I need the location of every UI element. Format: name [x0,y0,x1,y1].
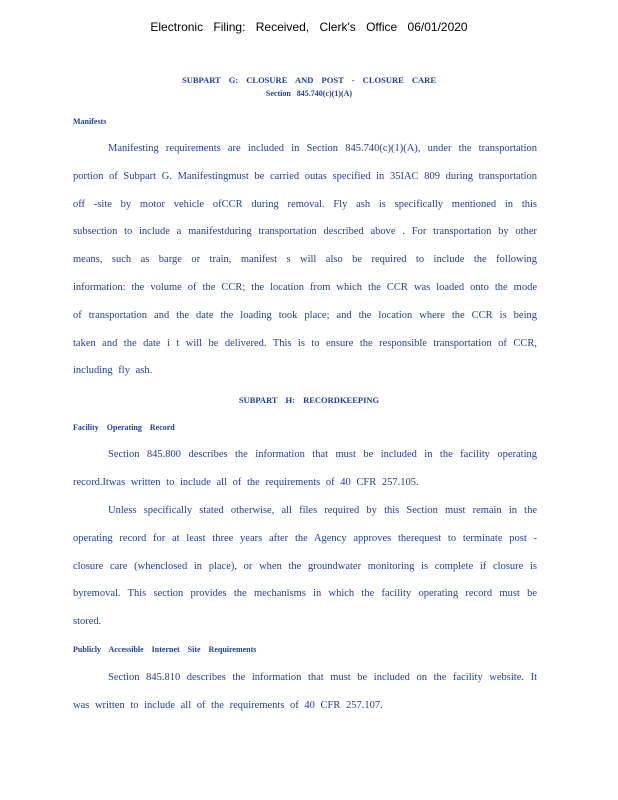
facility-record-paragraph-2: Unless specifically stated otherwise, all files required by this Section must remain in the operating record for at least three years after the Agency approves therequest to terminate post - closure care (whenclosed in place), or when the groundwater monitoring is complete if closure is byremoval. This section provides the mechanisms in which the facility operating record must be stored. [73,505,537,628]
facility-record-paragraph-1: Section 845.800 describes the information that must be included in the facility operating record.Itwas written to include all of the requirements of 40 CFR 257.105. [73,449,537,488]
website-paragraph: Section 845.810 describes the information that must be included on the facility website. It was written to include all of the requirements of 40 CFR 257.107. [73,672,537,711]
website-heading: Publicly Accessible Internet Site Requirements [73,645,257,654]
subpart-g-section: Section 845.740(c)(1)(A) [265,89,353,98]
facility-record-heading: Facility Operating Record [73,423,175,432]
filing-header: Electronic Filing: Received, Clerk's Office 06/01/2020 [150,20,468,34]
manifests-paragraph: Manifesting requirements are included in Section 845.740(c)(1)(A), under the transportation portion of Subpart G. Manifestingmust be carried outas specified in 35IAC 809 during transportation off -site by motor vehicle ofCCR during removal. Fly ash is specifically mentioned in this subsection to include a manifestduring transportation described above . For transportation by other means, such as barge or train, manifest s will also be required to include the following information: the volume of the CCR; the location from which the CCR was loaded onto the mode of transportation and the date the loading took place; and the location where the CCR is being taken and the date i t will be delivered. This is to ensure the responsible transportation of CCR, including fly ash. [73,143,537,377]
subpart-h-title: SUBPART H: RECORDKEEPING [238,395,380,405]
subpart-g-title: SUBPART G: CLOSURE AND POST - CLOSURE CARE [181,75,436,85]
manifests-heading: Manifests [73,117,107,126]
